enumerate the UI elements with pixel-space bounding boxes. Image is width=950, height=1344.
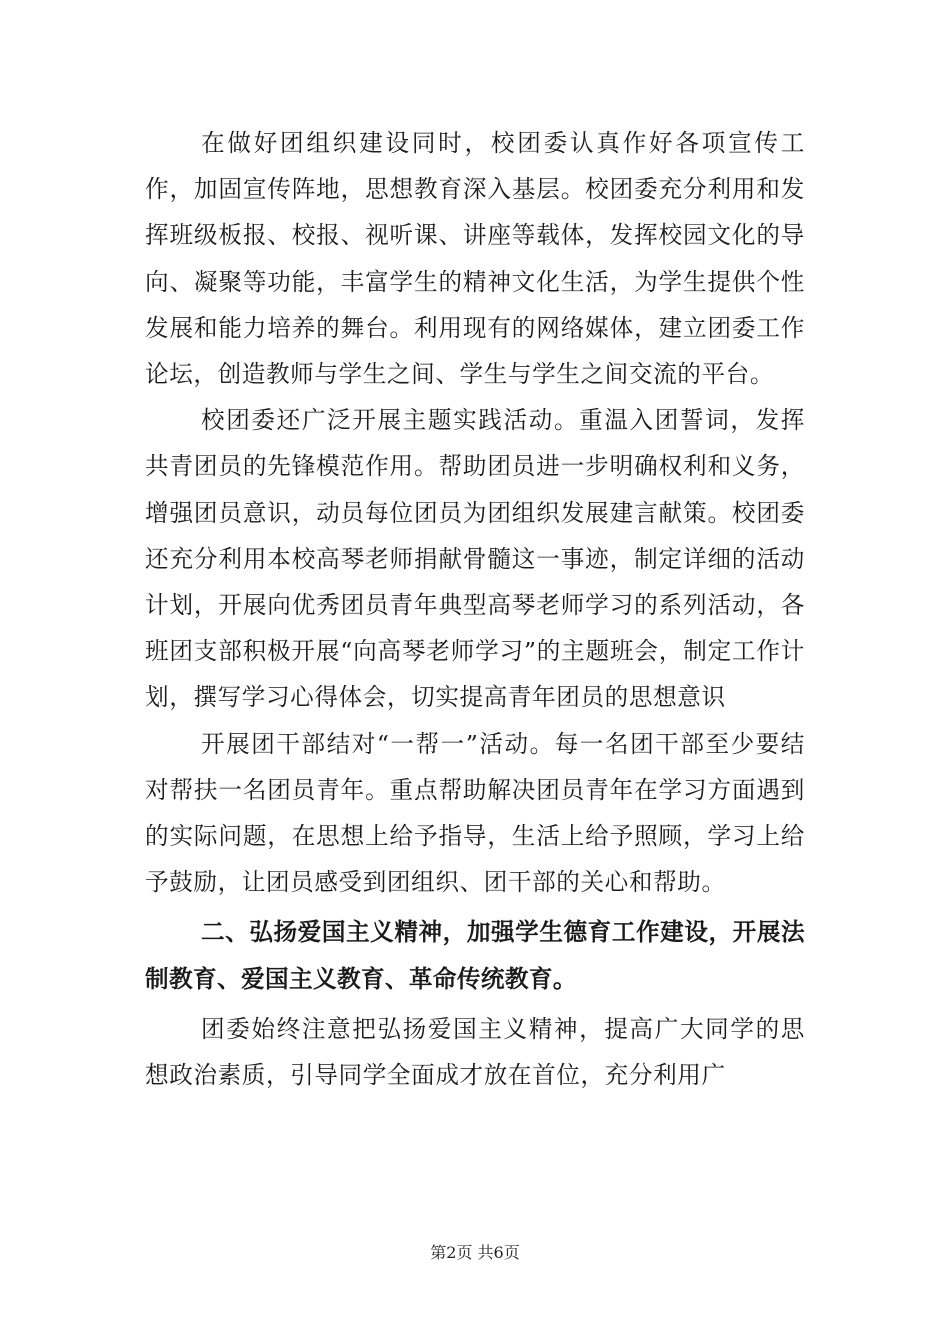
- paragraph-publicity-work: 在做好团组织建设同时，校团委认真作好各项宣传工作，加固宣传阵地，思想教育深入基层。校团委充分利用和发挥班级板报、校报、视听课、讲座等载体，发挥校园文化的导向、凝聚等功能，丰富学生的精神文化生活，为学生提供个性发展和能力培养的舞台。利用现有的网络媒体，建立团委工作论坛，创造教师与学生之间、学生与学生之间交流的平台。: [145, 129, 805, 389]
- paragraph-one-to-one-help: 开展团干部结对“一帮一”活动。每一名团干部至少要结对帮扶一名团员青年。重点帮助解决团员青年在学习方面遇到的实际问题，在思想上给予指导，生活上给予照顾，学习上给予鼓励，让团员感受到团组织、团干部的关心和帮助。: [145, 729, 805, 897]
- section-heading-patriotism: 二、弘扬爱国主义精神，加强学生德育工作建设，开展法制教育、爱国主义教育、革命传统教育。: [145, 918, 805, 993]
- document-body: [145, 120, 805, 1098]
- paragraph-theme-activities: 校团委还广泛开展主题实践活动。重温入团誓词，发挥共青团员的先锋模范作用。帮助团员进一步明确权利和义务，增强团员意识，动员每位团员为团组织发展建言献策。校团委还充分利用本校高琴老师捐献骨髓这一事迹，制定详细的活动计划，开展向优秀团员青年典型高琴老师学习的系列活动，各班团支部积极开展“向高琴老师学习”的主题班会，制定工作计划，撰写学习心得体会，切实提高青年团员的思想意识: [145, 406, 805, 712]
- page-number-footer: 第2页 共6页: [430, 1243, 520, 1262]
- paragraph-patriotism-intro: 团委始终注意把弘扬爱国主义精神，提高广大同学的思想政治素质，引导同学全面成才放在首位，充分利用广: [145, 1014, 805, 1090]
